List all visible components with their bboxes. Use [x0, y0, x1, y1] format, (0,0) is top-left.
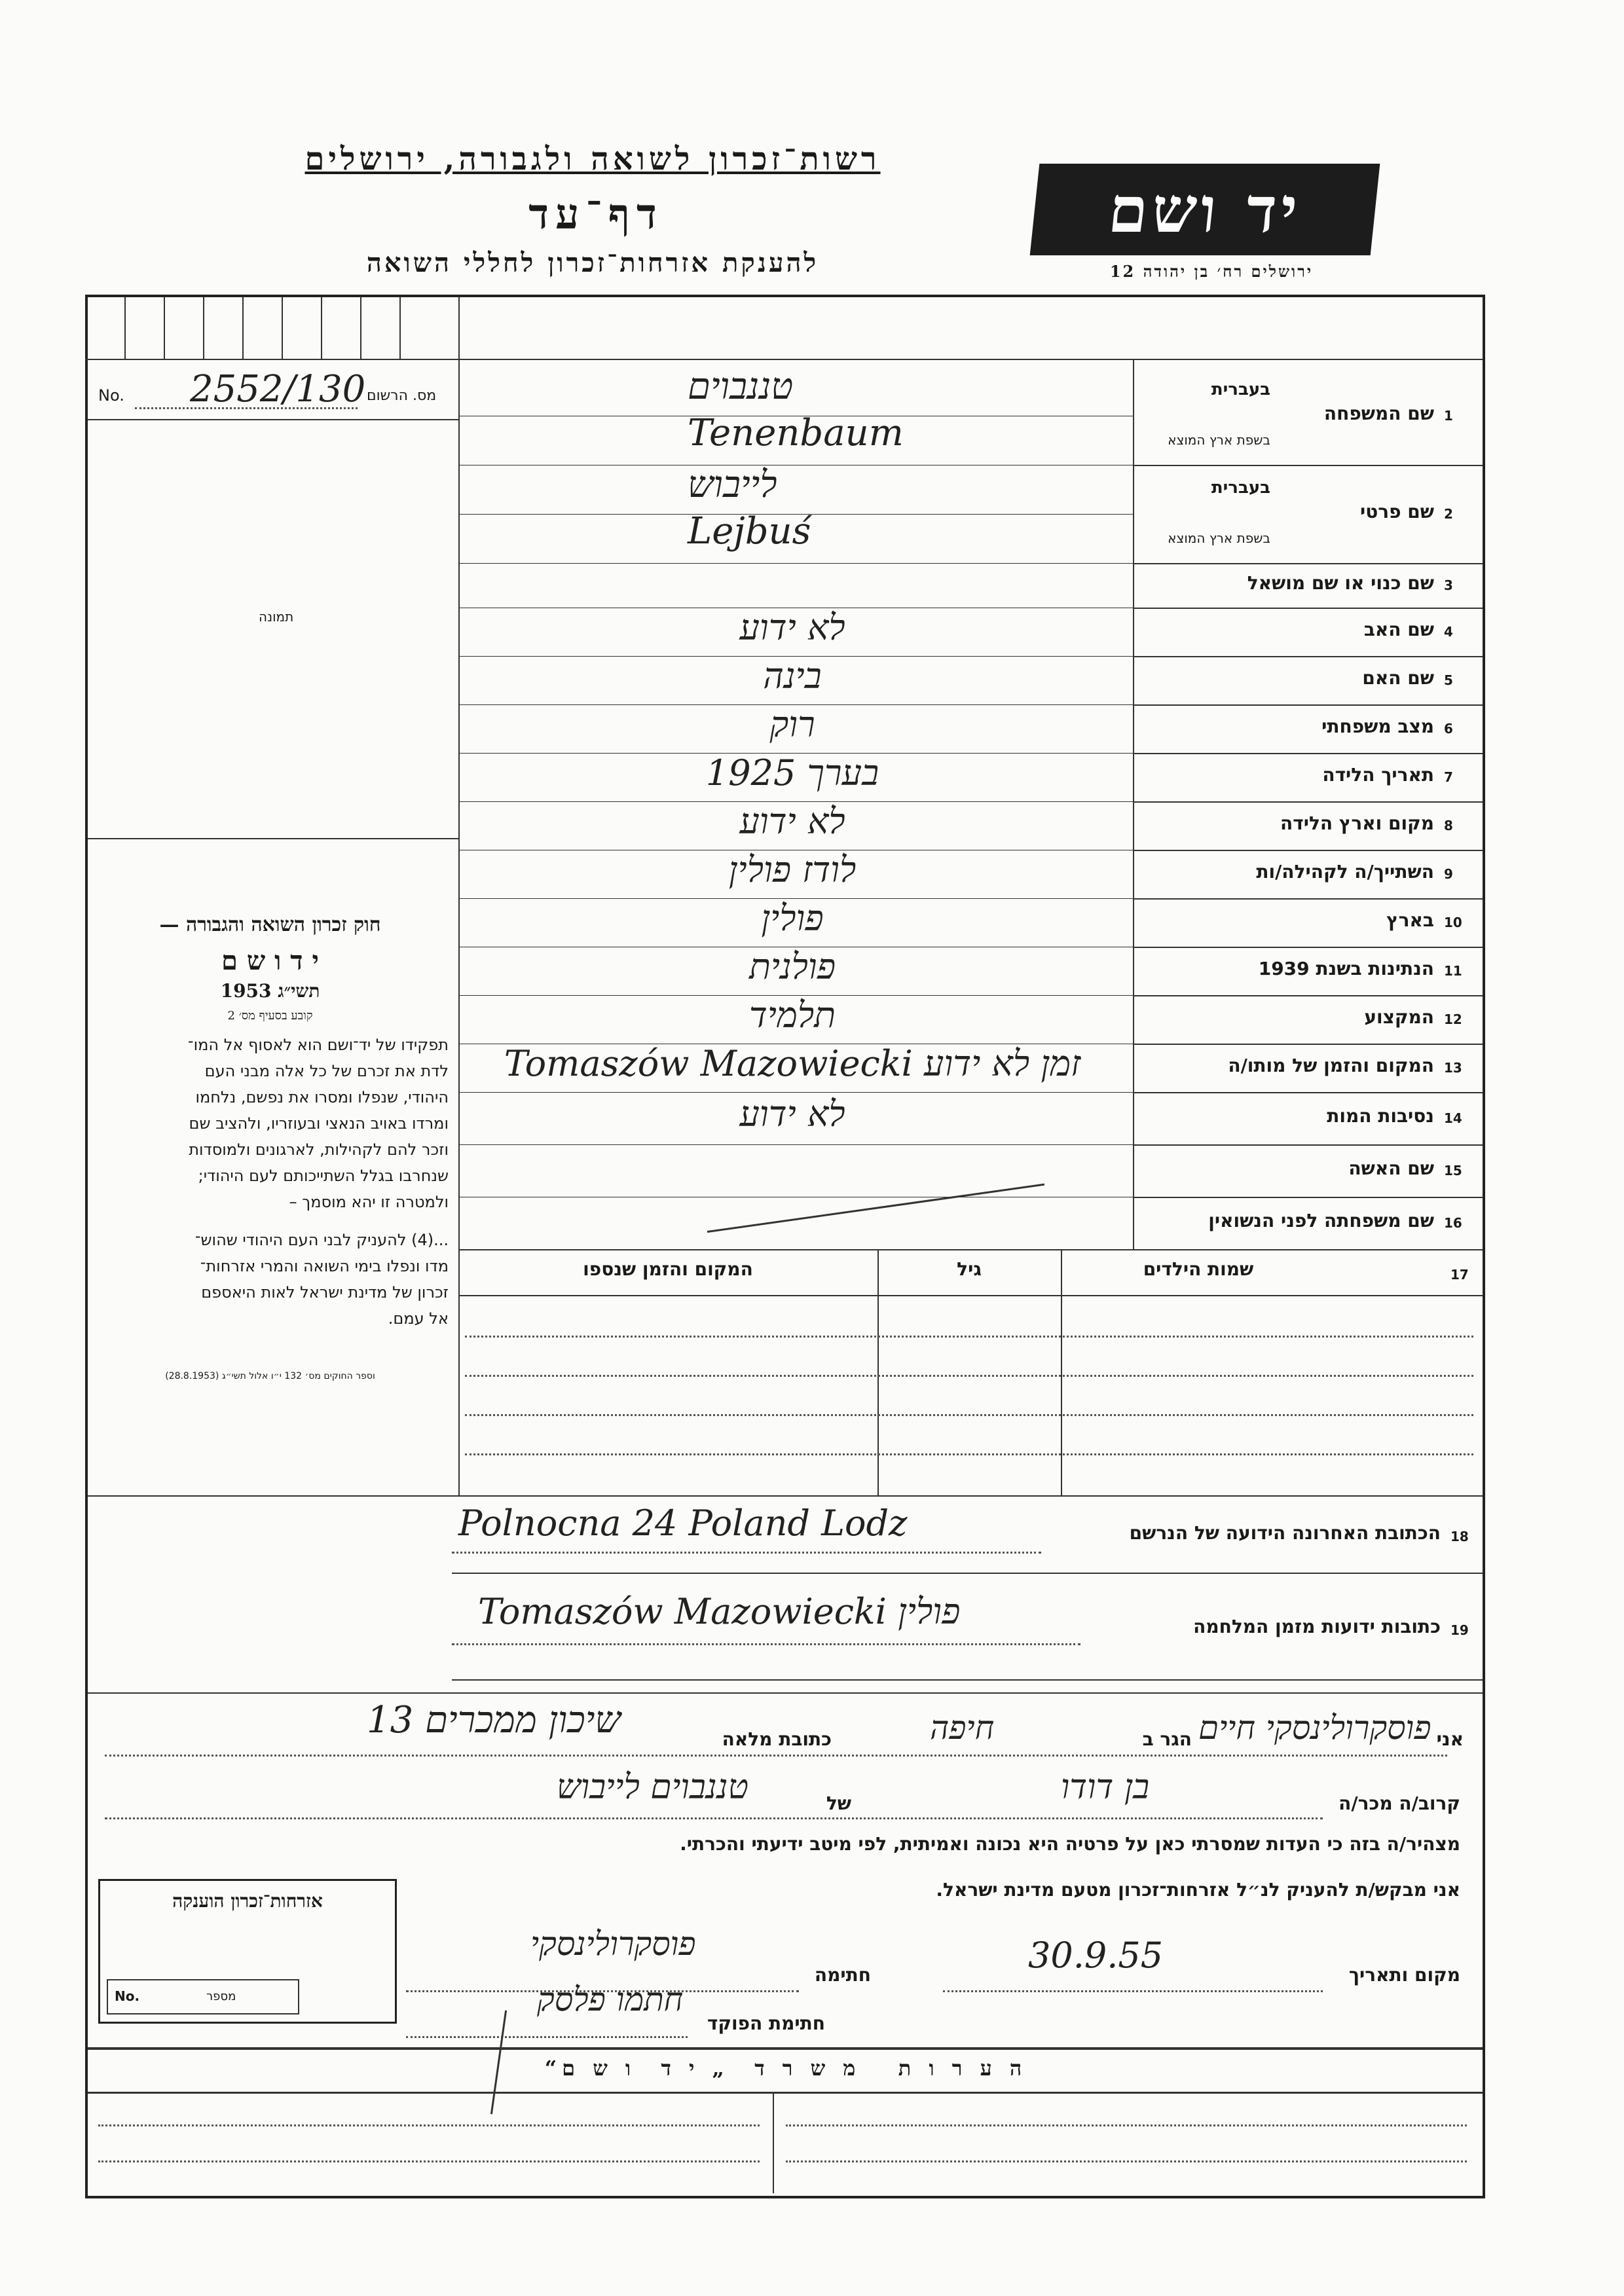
- field-11-number: 11: [1444, 963, 1462, 979]
- field-10-value: פולין: [761, 898, 824, 939]
- field-4-label: שם האב: [1363, 619, 1434, 640]
- field-7-number: 7: [1444, 769, 1453, 785]
- law-paragraph-1: תפקידו של יד־ושם הוא לאסוף אל המו־ לדת את זכרם של כל אלה מבני העם היהודי, שנפלו ומסרו את נפשם, נלחמו ומרדו באויב הנאצי ובעוזריו, ולהציב שם וזכר להם לקהילות, לארגונים ולמוסדות שנחרבו בגלל השתייכותם לעם היהודי; ולמטרה זו יהא מוסמך –: [187, 1036, 449, 1211]
- reg-no-label: No.: [98, 386, 124, 405]
- field-6-value: רוק: [769, 704, 815, 745]
- field-2-sub-bottom: בשפת ארץ המוצא: [1168, 530, 1270, 546]
- decl-signature-label: חתימה: [814, 1964, 871, 1986]
- field-15-number: 15: [1444, 1163, 1462, 1178]
- logo-text: יד ושם: [1105, 172, 1305, 247]
- children-place-header: המקום והזמן שנספו: [583, 1258, 753, 1280]
- field-16-number: 16: [1444, 1215, 1462, 1231]
- field-19-label: כתובות ידועות מזמן המלחמה: [1193, 1616, 1441, 1637]
- field-1-sub-bottom: בשפת ארץ המוצא: [1168, 432, 1270, 448]
- field-2-value-a: לייבוש: [688, 464, 777, 506]
- field-6-number: 6: [1444, 721, 1453, 737]
- decl-relative-value: בן דודו: [1061, 1768, 1150, 1807]
- field-2-label: שם פרטי: [1359, 501, 1434, 522]
- photo-label: תמונה: [259, 609, 294, 625]
- field-19-number: 19: [1450, 1622, 1469, 1638]
- field-3-number: 3: [1444, 577, 1453, 593]
- field-1-value-a: טננבוים: [688, 365, 794, 408]
- field-4-number: 4: [1444, 624, 1453, 640]
- field-14-number: 14: [1444, 1110, 1462, 1126]
- children-names-header: שמות הילדים: [1143, 1258, 1254, 1280]
- field-3-label: שם כנוי או שם מושאל: [1247, 572, 1434, 594]
- field-1-number: 1: [1444, 408, 1453, 424]
- decl-resides-label: הגר ב: [1142, 1728, 1192, 1750]
- citizenship-number-label: מספר: [206, 1990, 236, 2003]
- form-subtitle: להענקת אזרחות־זכרון לחללי השואה: [366, 247, 819, 278]
- decl-ani-label: אני: [1436, 1728, 1464, 1750]
- field-11-value: פולנית: [748, 946, 836, 987]
- field-11-label: הנתינות בשנת 1939: [1258, 958, 1434, 979]
- field-12-label: המקצוע: [1364, 1006, 1434, 1028]
- field-8-number: 8: [1444, 818, 1453, 833]
- field-16-label: שם משפחתה לפני הנשואין: [1208, 1210, 1434, 1231]
- law-section: קובע בסעיף מס׳ 2: [227, 1009, 313, 1023]
- field-4-value: לא ידוע: [739, 607, 845, 648]
- decl-resides-value: חיפה: [930, 1709, 995, 1747]
- reg-label: מס. הרשום: [367, 388, 437, 404]
- field-7-value: בערך 1925: [705, 752, 879, 793]
- field-2-value-b: Lejbuś: [688, 510, 811, 553]
- decl-relative-label: קרוב/ה מכר/ה: [1338, 1793, 1460, 1814]
- field-5-number: 5: [1444, 672, 1453, 688]
- field-15-label: שם האשה: [1348, 1157, 1434, 1179]
- form-title: דף־עד: [528, 190, 663, 239]
- field-18-number: 18: [1450, 1529, 1469, 1544]
- field-2-number: 2: [1444, 506, 1453, 522]
- field-19-value: Tomaszów Mazowiecki פולין: [478, 1591, 961, 1632]
- field-12-number: 12: [1444, 1011, 1462, 1027]
- field-14-label: נסיבות המות: [1327, 1105, 1434, 1127]
- law-year: תשי״ג 1953: [220, 980, 320, 1002]
- remarks-title: ה ע ר ו ת מ ש ר ד „ י ד ו ש ם“: [544, 2056, 1027, 2081]
- field-8-label: מקום וארץ הלידה: [1280, 812, 1434, 834]
- field-5-label: שם האם: [1362, 667, 1434, 689]
- field-9-value: לודז פולין: [728, 849, 857, 890]
- authority-title: רשות־זכרון לשואה ולגבורה, ירושלים: [304, 141, 881, 177]
- field-14-value: לא ידוע: [739, 1093, 845, 1135]
- field-13-number: 13: [1444, 1060, 1462, 1076]
- registration-number: [98, 368, 452, 412]
- field-18-label: הכתובת האחרונה הידועה של הנרשם: [1129, 1522, 1441, 1544]
- decl-place-date-value: 30.9.55: [1028, 1935, 1164, 1976]
- decl-of-value: טננבוים לייבוש: [557, 1768, 748, 1807]
- field-5-value: בינה: [763, 655, 822, 697]
- field-10-number: 10: [1444, 915, 1462, 930]
- law-name: י ד ו ש ם: [221, 945, 319, 976]
- field-8-value: לא ידוע: [739, 801, 845, 842]
- decl-of-label: של: [826, 1793, 851, 1814]
- decl-address-value: שיכון ממכרים 13: [367, 1699, 621, 1741]
- decl-statement-2: אני מבקש/ת להעניק לנ״ל אזרחות־זכרון מטעם מדינת ישראל.: [936, 1879, 1460, 1901]
- field-1-label: שם המשפחה: [1323, 403, 1434, 424]
- field-9-label: השתייך/ה לקהילה/ות: [1256, 861, 1434, 883]
- field-12-value: תלמיד: [748, 994, 836, 1036]
- field-9-number: 9: [1444, 866, 1453, 882]
- field-6-label: מצב משפחתי: [1321, 716, 1434, 737]
- citizenship-box: [98, 1879, 397, 2024]
- citizenship-no-label: No.: [115, 1988, 140, 2004]
- field-13-value: Tomaszów Mazowiecki זמן לא ידוע: [504, 1043, 1081, 1084]
- field-10-label: בארץ: [1386, 909, 1434, 931]
- children-age-header: גיל: [957, 1258, 982, 1280]
- field-2-sub-top: בעברית: [1211, 478, 1270, 498]
- decl-place-date-label: מקום ותאריך: [1348, 1964, 1460, 1986]
- citizenship-title: אזרחות־זכרון הוענקה: [172, 1890, 323, 1912]
- decl-ani-value: פוסקרולינסקי חיים: [1198, 1709, 1431, 1747]
- field-1-sub-top: בעברית: [1211, 380, 1270, 399]
- reg-no-value: 2552/130: [190, 368, 366, 410]
- yad-vashem-logo: [1030, 164, 1380, 255]
- decl-officer-label: חתימת הפוקד: [707, 2013, 825, 2034]
- field-17-number: 17: [1450, 1267, 1469, 1283]
- field-1-value-b: Tenenbaum: [688, 412, 904, 454]
- law-footnote: וספר החוקים מס׳ 132 י״ו אלול תשי״ג (28.8.1953): [165, 1371, 375, 1381]
- decl-statement-1: מצהיר/ה בזה כי העדות שמסרתי כאן על פרטיה היא נכונה ואמיתית, לפי מיטב ידיעתי והכרתי.: [680, 1833, 1460, 1855]
- field-13-label: המקום והזמן של מותו/ה: [1228, 1055, 1434, 1076]
- decl-address-label: כתובת מלאה: [722, 1728, 832, 1750]
- field-7-label: תאריך הלידה: [1322, 764, 1434, 786]
- logo-address: ירושלים רח׳ בן יהודה 12: [1109, 262, 1314, 281]
- law-paragraph-2: ...(4) להעניק לבני העם היהודי שהוש־ מדו ונפלו בימי השואה והמרי אזרחות־ זכרון של מדינת ישראל לאות היאספם אל עמם.: [194, 1231, 449, 1328]
- field-18-value: Polnocna 24 Poland Lodz: [458, 1503, 908, 1544]
- law-box: [92, 913, 449, 1381]
- decl-signature-value: פוסקרולינסקי: [530, 1925, 696, 1963]
- law-title: חוק זכרון השואה והגבורה —: [159, 913, 381, 936]
- decl-officer-value: חתמו פלסק: [537, 1980, 684, 2018]
